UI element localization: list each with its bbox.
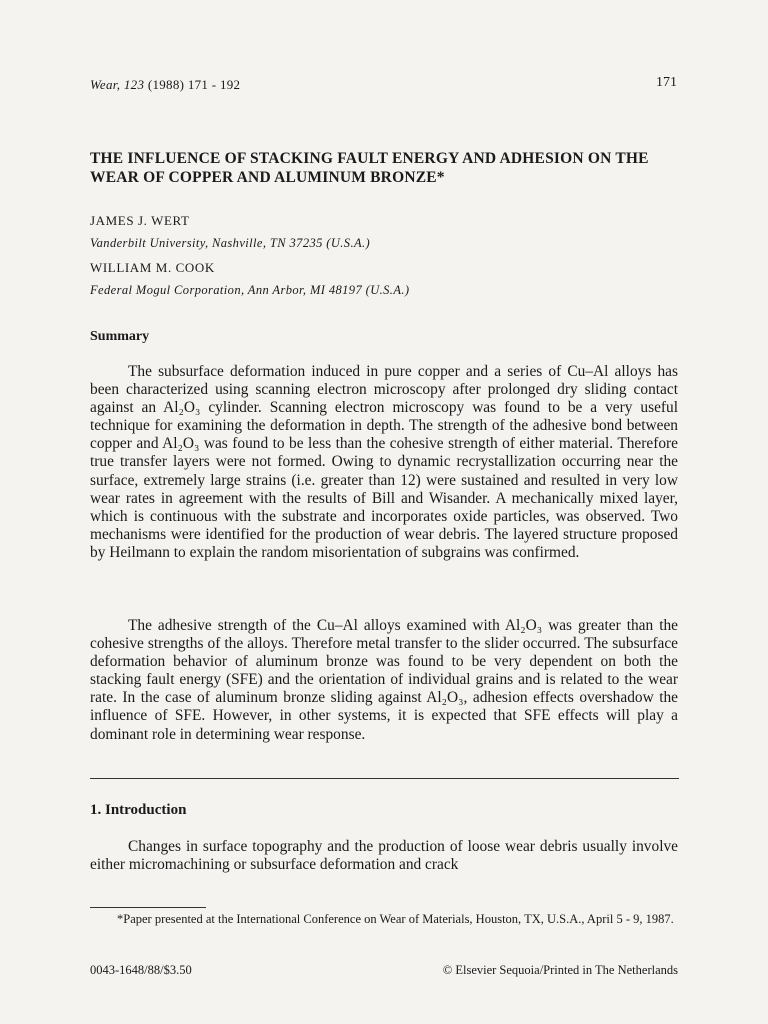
journal-volume: 123 xyxy=(123,77,145,92)
introduction-paragraph: Changes in surface topography and the production of loose wear debris usually involve either micromachining or subsurface deformation and crack xyxy=(90,838,678,874)
summary-paragraph: The subsurface deformation induced in pure copper and a series of Cu–Al alloys has been characterized using scanning electron microscopy after prolonged dry sliding contact against an Al₂O₃ cylinder. Scanning electron microscopy was found to be a very useful technique for examining the deformation in depth. The strength of the adhesive bond between copper and Al₂O₃ was found to be less than the cohesive strength of either material. Therefore true transfer layers were not formed. Owing to dynamic recrystallization occurring near the surface, extremely large strains (i.e. greater than 12) were sustained and resulted in very low wear rates in agreement with the results of Bill and Wisander. A mechanically mixed layer, which is continuous with the substrate and incorporates oxide particles, was observed. Two mechanisms were identified for the production of wear debris. The layered structure proposed by Heilmann to explain the random misorientation of subgrains was confirmed. xyxy=(90,363,678,561)
summary-heading: Summary xyxy=(90,329,150,344)
issn-price: 0043-1648/88/$3.50 xyxy=(90,963,192,977)
journal-citation xyxy=(90,77,240,93)
section-divider xyxy=(90,778,679,779)
author-affiliation: Federal Mogul Corporation, Ann Arbor, MI 48197 (U.S.A.) xyxy=(90,283,410,297)
footnote-divider xyxy=(90,907,206,908)
introduction-heading: 1. Introduction xyxy=(90,802,187,818)
journal-name: Wear, xyxy=(90,77,121,92)
summary-paragraph: The adhesive strength of the Cu–Al alloys examined with Al₂O₃ was greater than the cohesive strengths of the alloys. Therefore metal transfer to the slider occurred. The subsurface deformation behavior of aluminum bronze was found to be very dependent on both the stacking fault energy (SFE) and the orientation of individual grains and is related to the wear rate. In the case of aluminum bronze sliding against Al₂O₃, adhesion effects overshadow the influence of SFE. However, in other systems, it is expected that SFE effects will play a dominant role in determining wear response. xyxy=(90,617,678,743)
journal-year-pages: (1988) 171 - 192 xyxy=(147,77,241,92)
copyright-notice: © Elsevier Sequoia/Printed in The Netherlands xyxy=(442,963,678,977)
author-affiliation: Vanderbilt University, Nashville, TN 37235 (U.S.A.) xyxy=(90,236,371,250)
author-name: JAMES J. WERT xyxy=(90,213,190,228)
page-number: 171 xyxy=(656,75,677,90)
article-title: THE INFLUENCE OF STACKING FAULT ENERGY AND ADHESION ON THE WEAR OF COPPER AND ALUMINUM BRONZE* xyxy=(90,150,649,186)
footnote: *Paper presented at the International Conference on Wear of Materials, Houston, TX, U.S.A., April 5 - 9, 1987. xyxy=(117,912,674,926)
author-name: WILLIAM M. COOK xyxy=(90,260,215,275)
